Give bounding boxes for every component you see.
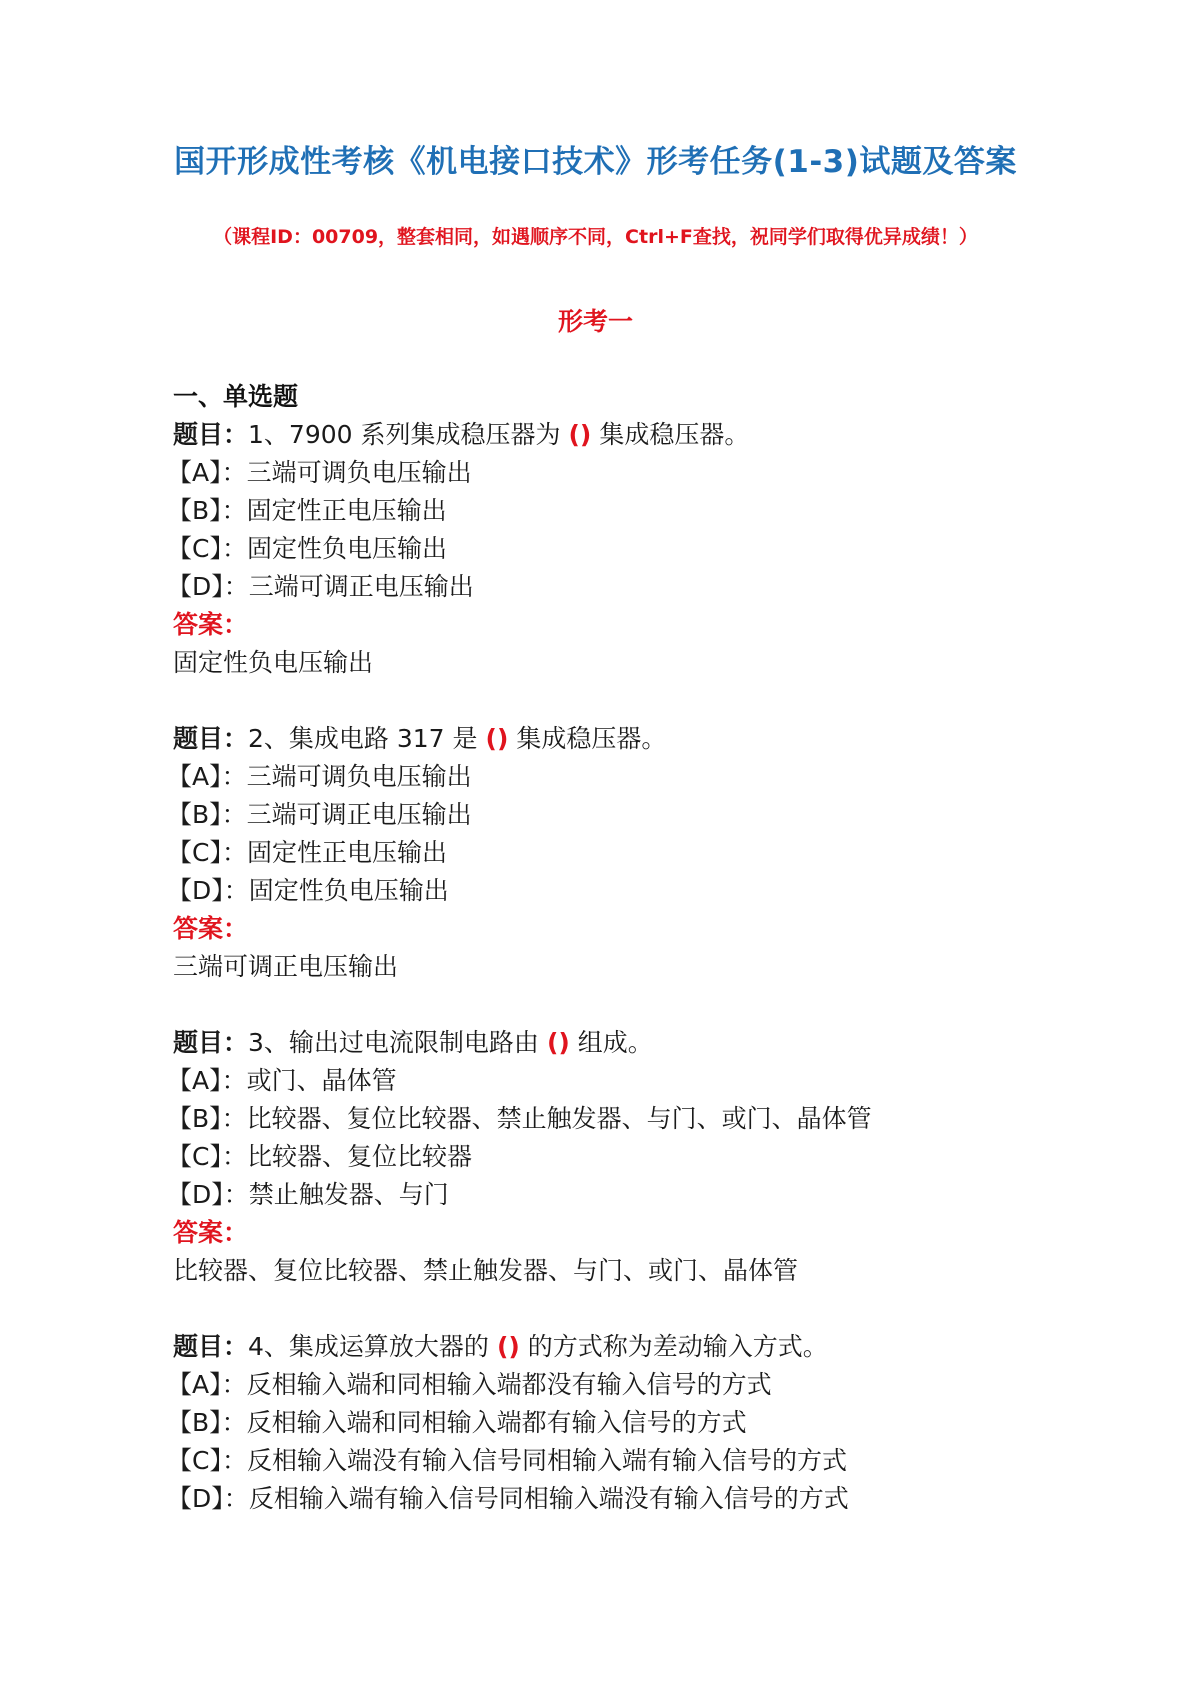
answer-text: 比较器、复位比较器、禁止触发器、与门、或门、晶体管 xyxy=(173,1256,799,1285)
option-text: 反相输入端没有输入信号同相输入端有输入信号的方式 xyxy=(246,1446,847,1475)
question-stem xyxy=(173,1328,1073,1366)
option-line xyxy=(167,1062,1073,1100)
option-line xyxy=(167,530,1073,568)
option-separator: ： xyxy=(223,1484,249,1513)
option-separator: ： xyxy=(221,1408,247,1437)
option-text: 固定性负电压输出 xyxy=(248,876,449,905)
question-stem-after: 组成。 xyxy=(577,1028,653,1057)
answer-label: 答案： xyxy=(173,1218,249,1247)
question-stem-before: 2、集成电路 317 是 xyxy=(248,724,478,753)
option-text: 三端可调正电压输出 xyxy=(246,800,472,829)
option-key: 【A】 xyxy=(167,762,222,791)
option-key: 【B】 xyxy=(167,1408,222,1437)
document-title: 国开形成性考核《机电接口技术》形考任务(1-3)试题及答案 xyxy=(174,144,1017,180)
option-separator: ： xyxy=(221,800,247,829)
option-line xyxy=(167,1442,1073,1480)
option-key: 【C】 xyxy=(167,838,222,867)
option-text: 比较器、复位比较器 xyxy=(246,1142,472,1171)
question-block xyxy=(167,416,1073,682)
option-line xyxy=(167,872,1073,910)
option-separator: ： xyxy=(221,1142,247,1171)
option-line xyxy=(167,1138,1073,1176)
question-block xyxy=(167,720,1073,986)
option-text: 固定性正电压输出 xyxy=(246,496,447,525)
question-stem-before: 4、集成运算放大器的 xyxy=(248,1332,489,1361)
part-heading: 一、单选题 xyxy=(173,382,299,411)
course-info-subtitle: （课程ID：00709，整套相同，如遇顺序不同，Ctrl+F查找，祝同学们取得优异成绩！） xyxy=(213,226,978,248)
option-line xyxy=(167,1366,1073,1404)
option-text: 三端可调负电压输出 xyxy=(246,458,472,487)
option-text: 禁止触发器、与门 xyxy=(248,1180,449,1209)
option-text: 比较器、复位比较器、禁止触发器、与门、或门、晶体管 xyxy=(246,1104,872,1133)
question-stem xyxy=(173,416,1073,454)
answer-blank-paren: () xyxy=(546,1028,570,1057)
option-line xyxy=(167,1176,1073,1214)
option-line xyxy=(167,492,1073,530)
answer-text: 三端可调正电压输出 xyxy=(173,952,399,981)
option-separator: ： xyxy=(221,762,247,791)
answer-text: 固定性负电压输出 xyxy=(173,648,374,677)
answer-blank-paren: () xyxy=(485,724,509,753)
option-key: 【B】 xyxy=(167,496,222,525)
option-text: 固定性正电压输出 xyxy=(246,838,447,867)
option-separator: ： xyxy=(221,1370,247,1399)
option-text: 反相输入端和同相输入端都没有输入信号的方式 xyxy=(246,1370,772,1399)
option-line xyxy=(167,568,1073,606)
option-key: 【A】 xyxy=(167,1370,222,1399)
option-line xyxy=(167,834,1073,872)
option-separator: ： xyxy=(221,458,247,487)
option-line xyxy=(167,1404,1073,1442)
option-key: 【C】 xyxy=(167,534,222,563)
option-line xyxy=(167,454,1073,492)
option-separator: ： xyxy=(221,534,247,563)
question-stem-after: 集成稳压器。 xyxy=(516,724,667,753)
option-separator: ： xyxy=(221,1066,247,1095)
option-text: 反相输入端有输入信号同相输入端没有输入信号的方式 xyxy=(248,1484,849,1513)
option-separator: ： xyxy=(221,1446,247,1475)
question-stem-after: 集成稳压器。 xyxy=(599,420,750,449)
answer-blank-paren: () xyxy=(496,1332,520,1361)
question-label: 题目： xyxy=(173,1028,249,1057)
option-line xyxy=(167,1100,1073,1138)
option-line xyxy=(167,758,1073,796)
option-key: 【D】 xyxy=(167,1484,224,1513)
option-separator: ： xyxy=(223,876,249,905)
option-separator: ： xyxy=(221,838,247,867)
option-text: 三端可调负电压输出 xyxy=(246,762,472,791)
question-stem-before: 1、7900 系列集成稳压器为 xyxy=(248,420,561,449)
answer-label: 答案： xyxy=(173,610,249,639)
option-key: 【B】 xyxy=(167,1104,222,1133)
option-key: 【C】 xyxy=(167,1142,222,1171)
question-label: 题目： xyxy=(173,420,249,449)
option-separator: ： xyxy=(221,1104,247,1133)
option-text: 或门、晶体管 xyxy=(246,1066,397,1095)
option-key: 【B】 xyxy=(167,800,222,829)
question-block xyxy=(167,1328,1073,1518)
answer-label: 答案： xyxy=(173,914,249,943)
option-text: 三端可调正电压输出 xyxy=(248,572,474,601)
question-stem xyxy=(173,720,1073,758)
question-stem xyxy=(173,1024,1073,1062)
question-label: 题目： xyxy=(173,724,249,753)
option-key: 【D】 xyxy=(167,1180,224,1209)
question-block xyxy=(167,1024,1073,1290)
option-line xyxy=(167,796,1073,834)
question-label: 题目： xyxy=(173,1332,249,1361)
option-key: 【D】 xyxy=(167,876,224,905)
option-key: 【A】 xyxy=(167,458,222,487)
option-text: 固定性负电压输出 xyxy=(246,534,447,563)
option-key: 【C】 xyxy=(167,1446,222,1475)
question-stem-before: 3、输出过电流限制电路由 xyxy=(248,1028,539,1057)
option-text: 反相输入端和同相输入端都有输入信号的方式 xyxy=(246,1408,747,1437)
question-stem-after: 的方式称为差动输入方式。 xyxy=(527,1332,828,1361)
option-key: 【D】 xyxy=(167,572,224,601)
option-line xyxy=(167,1480,1073,1518)
option-separator: ： xyxy=(223,572,249,601)
questions-container xyxy=(167,416,1073,1518)
answer-blank-paren: () xyxy=(568,420,592,449)
question-list xyxy=(167,378,1073,1556)
option-separator: ： xyxy=(221,496,247,525)
option-separator: ： xyxy=(223,1180,249,1209)
section-title: 形考一 xyxy=(557,307,633,336)
option-key: 【A】 xyxy=(167,1066,222,1095)
